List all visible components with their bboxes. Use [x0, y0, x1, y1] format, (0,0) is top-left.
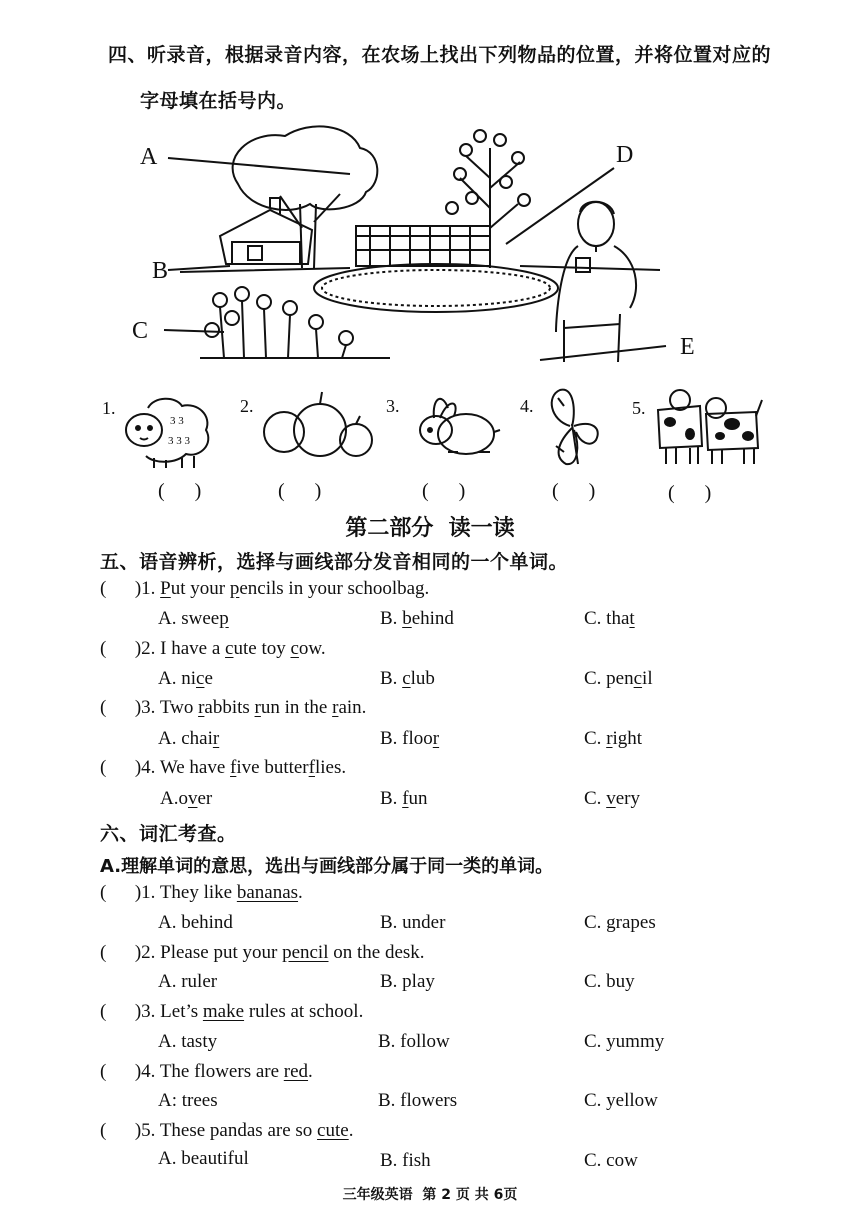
big-tree-icon	[233, 126, 378, 210]
answer-blank-4[interactable]: ( )	[552, 480, 596, 502]
page-footer: 三年级英语 第 2 页 共 6页	[342, 1187, 518, 1203]
answer-paren[interactable]: ( )	[100, 1120, 142, 1141]
cows-icon	[652, 386, 764, 468]
farm-picture	[120, 118, 740, 378]
answer-blank-1[interactable]: ( )	[158, 480, 202, 502]
part6-question-1: ( )1. They like bananas.	[100, 882, 303, 903]
part5-q4-option-b[interactable]: B. fun	[380, 788, 428, 809]
item-num-3: 3.	[386, 396, 400, 416]
part6-question-3: ( )3. Let’s make rules at school.	[100, 1001, 364, 1022]
part6-question-2: ( )2. Please put your pencil on the desk.	[100, 942, 425, 963]
part5-q3-option-a[interactable]: A. chair	[158, 728, 220, 749]
answer-paren[interactable]: ( )	[100, 697, 142, 718]
part6-q2-option-b[interactable]: B. play	[380, 971, 435, 992]
fruit-tree-icon	[446, 130, 530, 268]
part5-q4-option-a[interactable]: A.over	[160, 788, 213, 809]
part6-q5-option-c[interactable]: C. cow	[584, 1150, 638, 1171]
part5-q4-option-c[interactable]: C. very	[584, 788, 640, 809]
part6-q5-option-a[interactable]: A. beautiful	[158, 1148, 249, 1169]
svg-text:3 3: 3 3	[170, 415, 184, 427]
part5-q1-option-a[interactable]: A. sweep	[158, 608, 229, 629]
item-num-4: 4.	[520, 396, 534, 416]
part5-q2-option-b[interactable]: B. club	[380, 668, 435, 689]
part4-title-line1: 四、听录音，根据录音内容，在农场上找出下列物品的位置，并将位置对应的	[108, 44, 772, 66]
part6-q3-option-b[interactable]: B. follow	[378, 1031, 450, 1052]
part6-q1-option-b[interactable]: B. under	[380, 912, 446, 933]
part5-q1-option-b[interactable]: B. behind	[380, 608, 454, 629]
part6-q1-option-c[interactable]: C. grapes	[584, 912, 656, 933]
answer-paren[interactable]: ( )	[100, 578, 142, 599]
farm-label-e: E	[680, 334, 695, 360]
farm-label-a: A	[140, 144, 158, 170]
answer-paren[interactable]: ( )	[100, 638, 142, 659]
part6-q2-option-c[interactable]: C. buy	[584, 971, 635, 992]
answer-paren[interactable]: ( )	[100, 757, 142, 778]
answer-paren[interactable]: ( )	[100, 1001, 142, 1022]
part5-question-4: ( )4. We have five butterflies.	[100, 757, 347, 778]
farm-label-c: C	[132, 318, 149, 344]
part5-q2-option-a[interactable]: A. nice	[158, 668, 213, 689]
apples-icon	[262, 388, 382, 464]
part6-q3-option-a[interactable]: A. tasty	[158, 1031, 218, 1052]
answer-paren[interactable]: ( )	[100, 942, 142, 963]
vegetable-hedge-icon	[356, 226, 490, 266]
rabbit-icon	[408, 388, 504, 460]
part6-q5-option-b[interactable]: B. fish	[380, 1150, 431, 1171]
item-num-1: 1.	[102, 398, 116, 418]
part6-q1-option-a[interactable]: A. behind	[158, 912, 233, 933]
answer-blank-3[interactable]: ( )	[422, 480, 466, 502]
part5-q2-option-c[interactable]: C. pencil	[584, 668, 653, 689]
part6-title: 六、词汇考查。	[100, 823, 237, 845]
answer-paren[interactable]: ( )	[100, 882, 142, 903]
part5-question-3: ( )3. Two rabbits run in the rain.	[100, 697, 367, 718]
answer-blank-5[interactable]: ( )	[668, 482, 712, 504]
part5-question-1: ( )1. Put your pencils in your schoolbag.	[100, 578, 430, 599]
part6-subtitle: A.理解单词的意思，选出与画线部分属于同一类的单词。	[100, 856, 554, 877]
part5-q3-option-b[interactable]: B. floor	[380, 728, 440, 749]
svg-text:3 3 3: 3 3 3	[168, 435, 190, 447]
item-num-5: 5.	[632, 398, 646, 418]
part6-q2-option-a[interactable]: A. ruler	[158, 971, 218, 992]
part5-title: 五、语音辨析，选择与画线部分发音相同的一个单词。	[100, 551, 569, 573]
farmer-man-icon	[556, 202, 636, 362]
item-num-2: 2.	[240, 396, 254, 416]
part6-question-5: ( )5. These pandas are so cute.	[100, 1120, 354, 1141]
answer-blank-2[interactable]: ( )	[278, 480, 322, 502]
part5-q1-option-c[interactable]: C. that	[584, 608, 635, 629]
part2-heading: 第二部分 读一读	[345, 516, 515, 541]
farm-label-d: D	[616, 142, 634, 168]
part6-q3-option-c[interactable]: C. yummy	[584, 1031, 665, 1052]
part6-question-4: ( )4. The flowers are red.	[100, 1061, 313, 1082]
farm-label-b: B	[152, 258, 169, 284]
part5-question-2: ( )2. I have a cute toy cow.	[100, 638, 326, 659]
part6-q4-option-c[interactable]: C. yellow	[584, 1090, 658, 1111]
part4-title-line2: 字母填在括号内。	[140, 90, 297, 112]
flowers-icon	[200, 287, 390, 358]
answer-paren[interactable]: ( )	[100, 1061, 142, 1082]
part6-q4-option-b[interactable]: B. flowers	[378, 1090, 458, 1111]
pond-icon	[314, 264, 558, 312]
part6-q4-option-a[interactable]: A: trees	[158, 1090, 218, 1111]
butterfly-icon	[540, 386, 610, 468]
part5-q3-option-c[interactable]: C. right	[584, 728, 643, 749]
sheep-icon	[118, 394, 214, 470]
